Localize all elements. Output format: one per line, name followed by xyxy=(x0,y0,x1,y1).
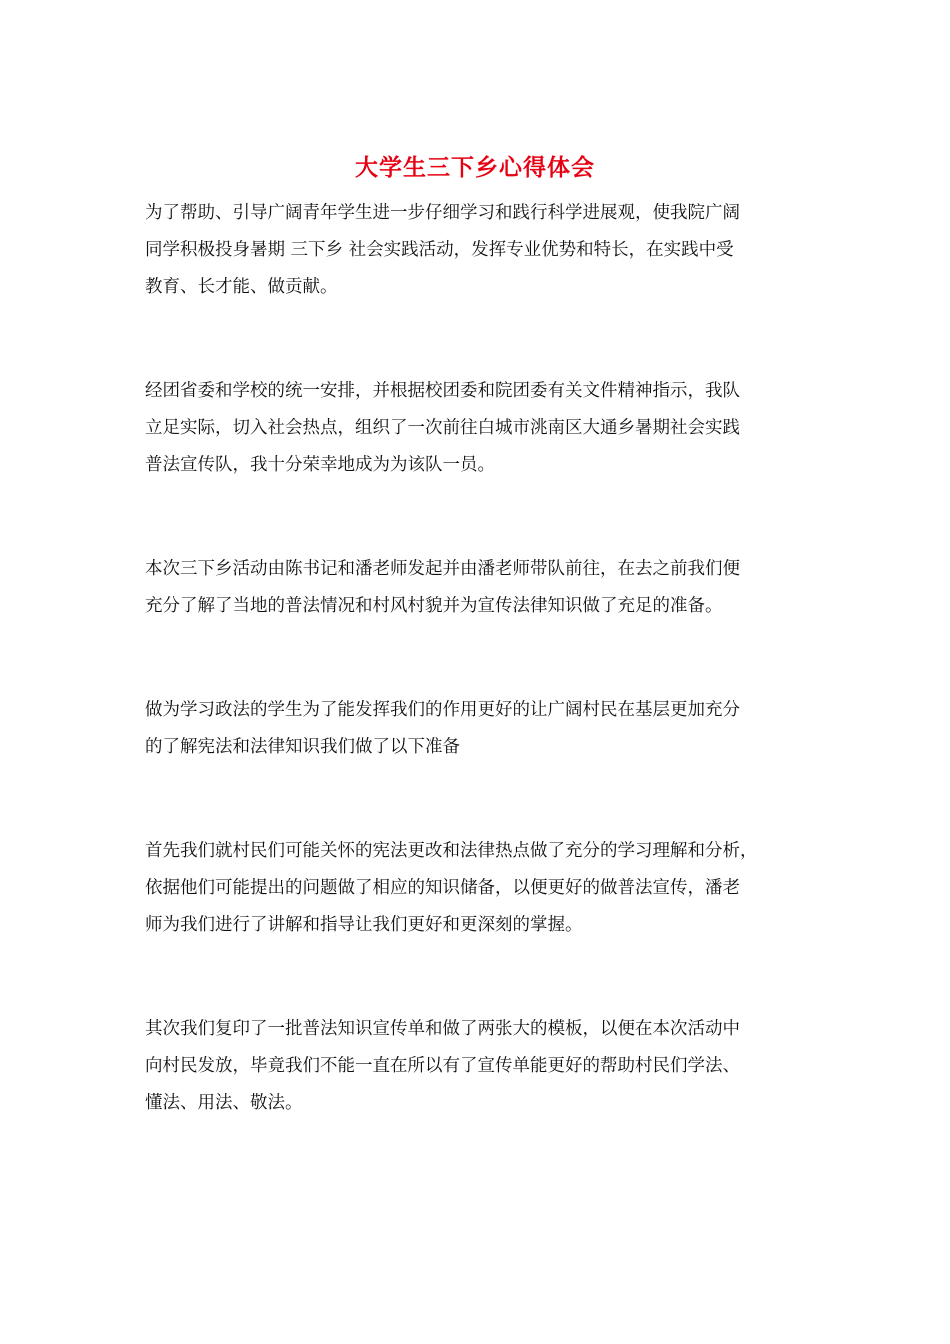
paragraph-line: 其次我们复印了一批普法知识宣传单和做了两张大的模板，以便在本次活动中 xyxy=(145,1019,740,1039)
paragraph-line: 师为我们进行了讲解和指导让我们更好和更深刻的掌握。 xyxy=(145,915,583,935)
paragraph-line: 懂法、用法、敬法。 xyxy=(145,1093,303,1113)
paragraph-line: 向村民发放，毕竟我们不能一直在所以有了宣传单能更好的帮助村民们学法、 xyxy=(145,1056,740,1076)
paragraph-arrangement xyxy=(145,373,815,484)
paragraph-line: 做为学习政法的学生为了能发挥我们的作用更好的让广阔村民在基层更加充分 xyxy=(145,700,740,720)
paragraph-activity xyxy=(145,551,815,625)
paragraph-line: 充分了解了当地的普法情况和村风村貌并为宣传法律知识做了充足的准备。 xyxy=(145,596,723,616)
paragraph-line: 普法宣传队，我十分荣幸地成为为该队一员。 xyxy=(145,455,495,475)
paragraph-line: 首先我们就村民们可能关怀的宪法更改和法律热点做了充分的学习理解和分析， xyxy=(145,841,758,861)
paragraph-intro xyxy=(145,195,815,306)
paragraph-line: 同学积极投身暑期 三下乡 社会实践活动，发挥专业优势和特长，在实践中受 xyxy=(145,240,734,260)
paragraph-preparation xyxy=(145,692,815,766)
paragraph-line: 的了解宪法和法律知识我们做了以下准备 xyxy=(145,737,460,757)
paragraph-line: 依据他们可能提出的问题做了相应的知识储备，以便更好的做普法宣传，潘老 xyxy=(145,878,740,898)
document-title: 大学生三下乡心得体会 xyxy=(355,154,595,181)
paragraph-line: 经团省委和学校的统一安排，并根据校团委和院团委有关文件精神指示，我队 xyxy=(145,381,740,401)
paragraph-line: 本次三下乡活动由陈书记和潘老师发起并由潘老师带队前往，在去之前我们便 xyxy=(145,559,740,579)
paragraph-line: 立足实际，切入社会热点，组织了一次前往白城市洮南区大通乡暑期社会实践 xyxy=(145,418,740,438)
paragraph-line: 为了帮助、引导广阔青年学生进一步仔细学习和践行科学进展观，使我院广阔 xyxy=(145,203,740,223)
paragraph-first-step xyxy=(145,833,815,944)
paragraph-line: 教育、长才能、做贡献。 xyxy=(145,277,338,297)
paragraph-second-step xyxy=(145,1011,815,1122)
